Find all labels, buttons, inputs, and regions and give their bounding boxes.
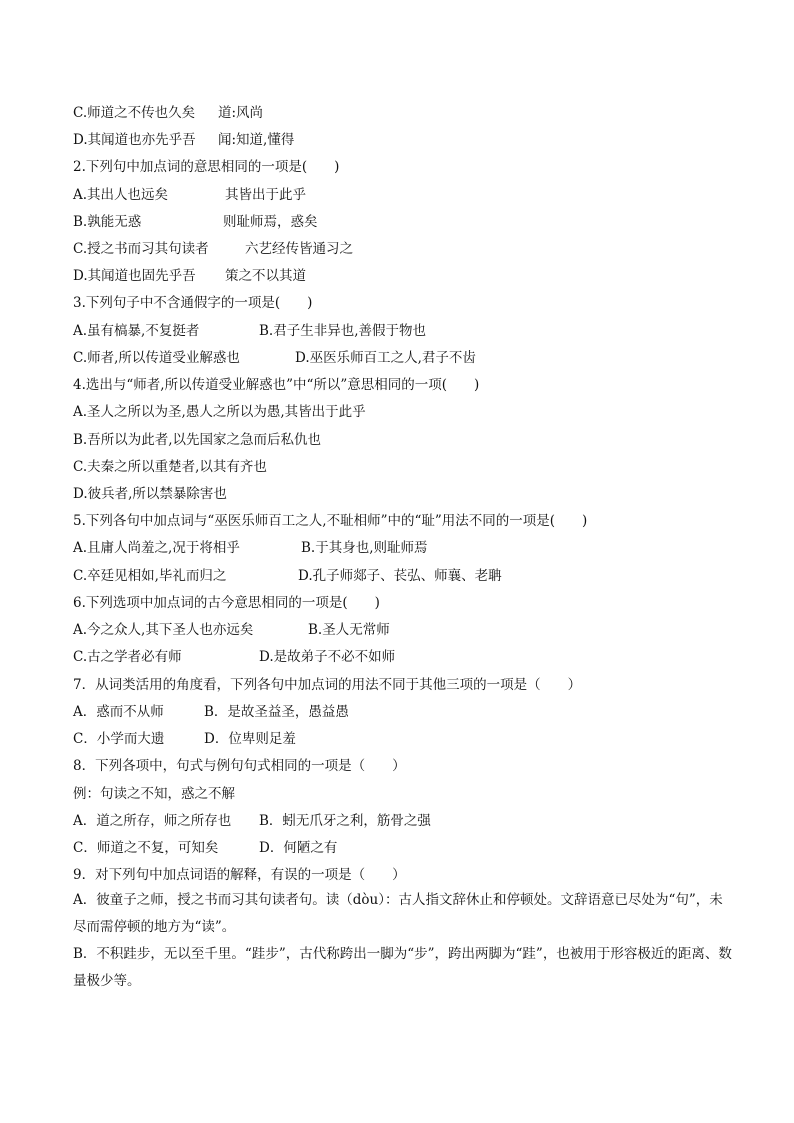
line-text: C.师者,所以传道受业解惑也 [73, 350, 240, 366]
line-text-second: 其皆出于此乎 [225, 187, 306, 203]
line-text-second: 则耻师焉，惑矣 [223, 214, 318, 230]
line-23 [73, 703, 349, 721]
line-text: C．小学而大遗 [73, 731, 165, 747]
line-20 [73, 621, 390, 639]
line-3 [73, 158, 339, 176]
line-6 [73, 240, 353, 258]
line-2 [73, 131, 295, 149]
line-text: 8．下列各项中，句式与例句句式相同的一项是（ ） [73, 758, 406, 774]
line-text: 2.下列句中加点词的意思相同的一项是( ) [73, 159, 340, 175]
line-text-second: D.孔子师郯子、苌弘、师襄、老聃 [298, 568, 502, 584]
line-text-second: B.圣人无常师 [308, 622, 390, 638]
line-1 [73, 104, 264, 122]
line-text: 3.下列句子中不含通假字的一项是( ) [73, 295, 313, 311]
line-26 [73, 785, 235, 803]
option-b-paragraph: B．不积跬步，无以至千里。“跬步”，古代称跨出一脚为“步”，跨出两脚为“跬”，也被用于形容极近的距离、数量极少等。 [73, 946, 732, 989]
line-10 [73, 349, 476, 367]
line-5 [73, 213, 318, 231]
line-text: B.吾所以为此者,以先国家之急而后私仇也 [73, 432, 322, 448]
line-text: A.今之众人,其下圣人也亦远矣 [73, 622, 254, 638]
line-text-second: 道:风尚 [218, 105, 264, 121]
line-text: 5.下列各句中加点词与“巫医乐师百工之人,不耻相师”中的“耻”用法不同的一项是( ) [73, 513, 588, 529]
line-text-second: B．蚓无爪牙之利，筋骨之强 [259, 813, 431, 829]
line-text: 例：句读之不知，惑之不解 [73, 786, 235, 802]
line-text: A．道之所存，师之所存也 [73, 813, 232, 829]
line-24 [73, 730, 296, 748]
line-text: D.其闻道也固先乎吾 [73, 268, 196, 284]
line-17 [73, 539, 428, 557]
line-text: D.彼兵者,所以禁暴除害也 [73, 486, 227, 502]
line-text-second: B.于其身也,则耻师焉 [301, 540, 428, 556]
line-8 [73, 294, 312, 312]
line-19 [73, 594, 380, 612]
line-text-second: 闻:知道,懂得 [218, 132, 295, 148]
line-text: A.圣人之所以为圣,愚人之所以为愚,其皆出于此乎 [73, 404, 366, 420]
line-text-second: D．位卑则足羞 [204, 731, 296, 747]
line-15 [73, 485, 227, 503]
line-text: B.孰能无惑 [73, 214, 142, 230]
line-7 [73, 267, 306, 285]
line-27 [73, 812, 431, 830]
line-text-second: B．是故圣益圣，愚益愚 [204, 704, 349, 720]
line-text: A.虽有槁暴,不复挺者 [73, 323, 200, 339]
line-text: C.古之学者必有师 [73, 649, 182, 665]
line-14 [73, 458, 267, 476]
line-text: 9．对下列句中加点词语的解释，有误的一项是（ ） [73, 867, 406, 883]
line-text: C.授之书而习其句读者 [73, 241, 209, 257]
line-13 [73, 431, 321, 449]
line-text-second: D.巫医乐师百工之人,君子不齿 [295, 350, 476, 366]
line-text-second: D．何陋之有 [259, 840, 338, 856]
line-text-second: 策之不以其道 [225, 268, 306, 284]
line-22 [73, 676, 581, 694]
line-text: C.夫秦之所以重楚者,以其有齐也 [73, 459, 267, 475]
line-text: C.卒廷见相如,毕礼而归之 [73, 568, 227, 584]
line-text-second: B.君子生非异也,善假于物也 [259, 323, 427, 339]
line-text: D.其闻道也亦先乎吾 [73, 132, 196, 148]
option-a-paragraph: A．彼童子之师，授之书而习其句读者句。读（dòu）：古人指文辞休止和停顿处。文辞语意已尽处为“句”，未尽而需停顿的地方为“读”。 [73, 892, 723, 935]
line-text-second: D.是故弟子不必不如师 [259, 649, 396, 665]
line-28 [73, 839, 338, 857]
line-4 [73, 186, 306, 204]
line-text: 4.选出与“师者,所以传道受业解惑也”中“所以”意思相同的一项( ) [73, 377, 480, 393]
line-text: A.其出人也远矣 [73, 187, 169, 203]
line-11 [73, 376, 479, 394]
line-21 [73, 648, 396, 666]
line-9 [73, 322, 427, 340]
line-text: C.师道之不传也久矣 [73, 105, 196, 121]
line-18 [73, 567, 502, 585]
line-text: C．师道之不复，可知矣 [73, 840, 219, 856]
line-text: A．惑而不从师 [73, 704, 164, 720]
line-16 [73, 512, 587, 530]
line-29 [73, 866, 406, 884]
line-text: 7．从词类活用的角度看，下列各句中加点词的用法不同于其他三项的一项是（ ） [73, 677, 582, 693]
line-text: A.且庸人尚羞之,况于将相乎 [73, 540, 240, 556]
line-12 [73, 403, 366, 421]
line-text: 6.下列选项中加点词的古今意思相同的一项是( ) [73, 595, 380, 611]
line-25 [73, 757, 406, 775]
line-text-second: 六艺经传皆通习之 [245, 241, 353, 257]
